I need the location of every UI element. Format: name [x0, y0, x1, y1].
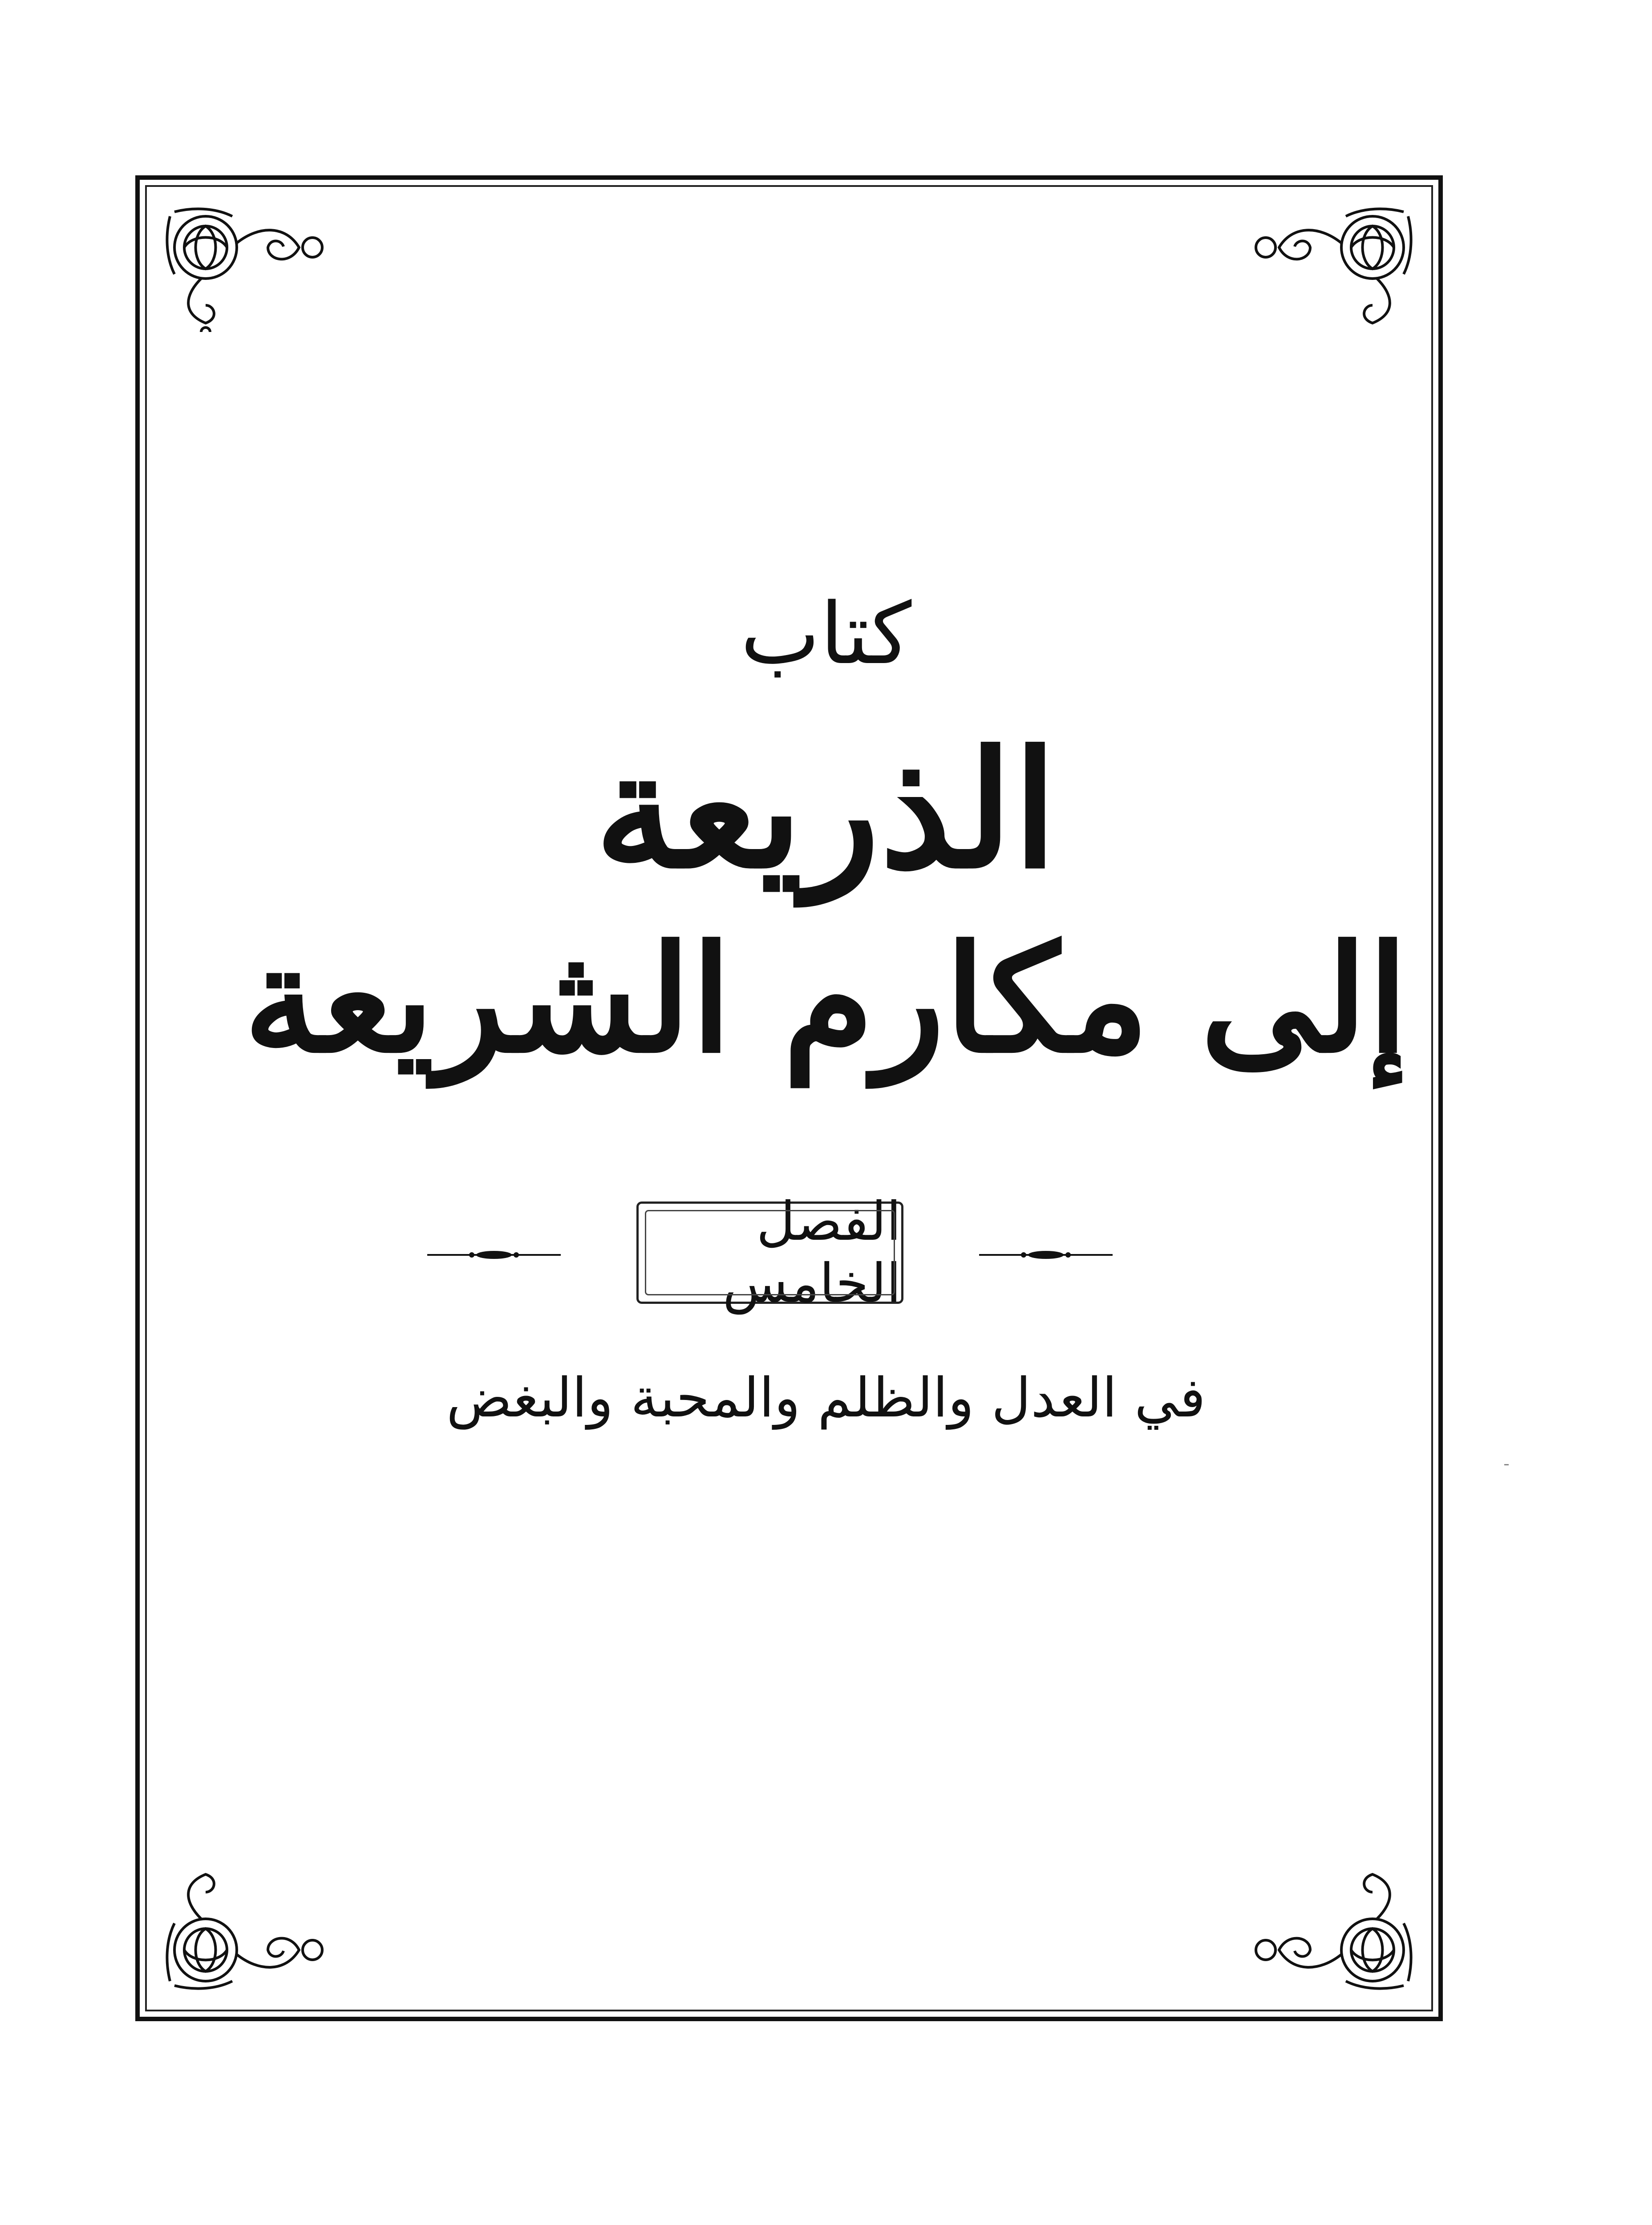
ornamental-divider-icon	[427, 1246, 561, 1264]
ornamental-divider-icon	[979, 1246, 1113, 1264]
chapter-title-box	[636, 1191, 903, 1315]
chapter-label: الفصل الخامس	[722, 1191, 901, 1315]
book-title-line2: إلى مكارم الشريعة	[243, 913, 1409, 1085]
scan-mark	[1504, 1464, 1509, 1465]
floral-corner-icon	[1226, 1865, 1421, 1999]
book-title-line1: الذريعة	[595, 716, 1057, 904]
floral-corner-icon	[157, 1865, 352, 1999]
chapter-subtitle: في العدل والظلم والمحبة والبغض	[446, 1366, 1206, 1429]
floral-corner-icon	[1226, 198, 1421, 332]
chapter-heading-row	[427, 1191, 1113, 1315]
kitab-label: كتاب	[740, 585, 912, 683]
inner-frame-border	[145, 185, 1433, 2011]
floral-corner-icon	[157, 198, 352, 332]
